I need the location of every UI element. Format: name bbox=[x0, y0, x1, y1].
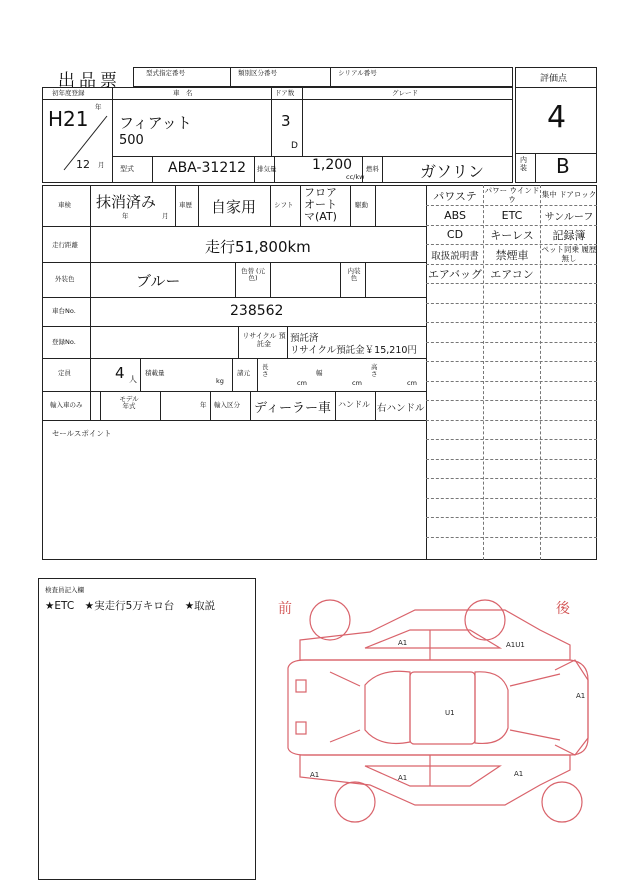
damage-mark: A1 bbox=[398, 774, 408, 782]
damage-mark: A1 bbox=[514, 770, 524, 778]
shift-value: フロア オート マ(AT) bbox=[304, 186, 337, 223]
car-name-line2: 500 bbox=[119, 133, 144, 148]
type-value: ABA-31212 bbox=[168, 160, 247, 176]
length-label: 長さ bbox=[262, 363, 269, 379]
dims-label: 諸元 bbox=[237, 369, 250, 377]
interior-score: B bbox=[556, 154, 570, 178]
registration-label: 登録No. bbox=[52, 338, 76, 346]
recycle-value-line2: リサイクル預託金￥15,210円 bbox=[290, 345, 417, 356]
width-label: 幅 bbox=[316, 369, 323, 377]
eval-score-value: 4 bbox=[547, 100, 567, 135]
inspector-notes: ★ETC ★実走行5万キロ台 ★取説 bbox=[45, 600, 216, 612]
header-top-row bbox=[133, 67, 513, 87]
equip-record-book: 記録簿 bbox=[552, 228, 586, 242]
category-number-label: 類別区分番号 bbox=[238, 69, 277, 77]
load-label: 積載量 bbox=[145, 369, 165, 377]
height-label: 高さ bbox=[371, 363, 378, 379]
sales-point-label: セールスポイント bbox=[52, 429, 112, 438]
type-label: 型式 bbox=[120, 165, 134, 173]
usage-label: 車歴 bbox=[179, 201, 192, 209]
capacity-label: 定員 bbox=[58, 369, 71, 377]
era-year: H21 bbox=[48, 107, 89, 131]
equip-no-pets: ペット同乗 履歴無し bbox=[541, 245, 597, 263]
damage-mark: A1U1 bbox=[506, 641, 525, 649]
fuel-value: ガソリン bbox=[420, 162, 485, 181]
color-value: ブルー bbox=[136, 272, 181, 290]
interior-label: 内装 bbox=[520, 156, 527, 172]
inspection-month-unit: 月 bbox=[162, 212, 169, 220]
model-designation-label: 型式指定番号 bbox=[146, 69, 185, 77]
equip-power-window: パワー ウインドウ bbox=[484, 186, 540, 204]
height-unit: cm bbox=[407, 379, 417, 387]
load-unit: kg bbox=[216, 377, 224, 385]
fuel-label: 燃料 bbox=[366, 165, 379, 173]
equip-cd: CD bbox=[446, 228, 464, 241]
drive-label: 駆動 bbox=[355, 201, 368, 209]
grade-label: グレード bbox=[392, 89, 418, 97]
handle-label: ハンドル bbox=[338, 400, 370, 409]
rear-label: 後 bbox=[556, 601, 570, 617]
year-unit: 年 bbox=[95, 103, 102, 111]
inspection-value: 抹消済み bbox=[96, 193, 157, 211]
equip-keyless: キーレス bbox=[490, 228, 534, 242]
shift-label: シフト bbox=[274, 201, 294, 209]
interior-color-label: 内装色 bbox=[347, 267, 361, 283]
model-year-label: モデル 年式 bbox=[119, 395, 139, 411]
import-class-label: 輸入区分 bbox=[214, 401, 240, 409]
equip-etc: ETC bbox=[501, 209, 523, 222]
doors-label: ドア数 bbox=[275, 89, 295, 97]
displacement-label: 排気量 bbox=[257, 165, 277, 173]
equip-airbag: エアバッグ bbox=[427, 267, 483, 281]
first-reg-label: 初年度登録 bbox=[52, 89, 85, 97]
doors-value: 3 bbox=[281, 112, 291, 130]
equip-manual: 取扱説明書 bbox=[431, 250, 479, 262]
cc-unit: cc/kw bbox=[346, 173, 365, 181]
recycle-label: リサイクル 預託金 bbox=[242, 332, 286, 348]
car-damage-diagram bbox=[270, 590, 610, 840]
displacement-value: 1,200 bbox=[312, 157, 353, 173]
equip-sunroof: サンルーフ bbox=[544, 212, 594, 223]
import-class-value: ディーラー車 bbox=[254, 401, 331, 416]
import-label: 輸入車のみ bbox=[50, 401, 83, 409]
month-unit: 月 bbox=[98, 161, 105, 169]
front-label: 前 bbox=[278, 601, 292, 617]
damage-mark: A1 bbox=[398, 639, 408, 647]
equip-aircon: エアコン bbox=[490, 267, 534, 281]
capacity-unit: 人 bbox=[129, 375, 137, 384]
inspector-block bbox=[38, 578, 256, 880]
color-label: 外装色 bbox=[55, 275, 75, 283]
inspection-label: 車検 bbox=[58, 201, 71, 209]
equip-central-lock: 集中 ドアロック bbox=[541, 190, 597, 200]
mileage-value: 走行51,800km bbox=[205, 238, 311, 256]
model-year-unit: 年 bbox=[200, 401, 207, 409]
handle-value: 右ハンドル bbox=[377, 403, 425, 414]
damage-mark: U1 bbox=[445, 709, 455, 717]
recycle-value-line1: 預託済 bbox=[290, 333, 319, 344]
width-unit: cm bbox=[352, 379, 362, 387]
equip-power-steering: パワステ bbox=[433, 189, 477, 203]
eval-score-label: 評価点 bbox=[540, 74, 568, 84]
damage-mark: A1 bbox=[576, 692, 586, 700]
car-name-label: 車 名 bbox=[173, 89, 193, 97]
inspector-label: 検査員記入欄 bbox=[45, 586, 84, 594]
doors-unit: D bbox=[291, 141, 298, 151]
serial-label: シリアル番号 bbox=[338, 69, 377, 77]
chassis-value: 238562 bbox=[230, 303, 284, 319]
inspection-year-unit: 年 bbox=[122, 212, 129, 220]
car-name-line1: フィアット bbox=[119, 114, 192, 132]
sheet-title: 出品票 bbox=[58, 71, 121, 91]
usage-value: 自家用 bbox=[211, 198, 257, 216]
equip-abs: ABS bbox=[444, 209, 466, 222]
damage-mark: A1 bbox=[310, 771, 320, 779]
mileage-label: 走行距離 bbox=[52, 241, 78, 249]
color-change-label: 色替 (元色) bbox=[240, 267, 266, 283]
equip-non-smoking: 禁煙車 bbox=[495, 248, 529, 262]
capacity-value: 4 bbox=[115, 364, 125, 382]
month-value: 12 bbox=[76, 158, 90, 171]
length-unit: cm bbox=[297, 379, 307, 387]
chassis-label: 車台No. bbox=[52, 307, 76, 315]
